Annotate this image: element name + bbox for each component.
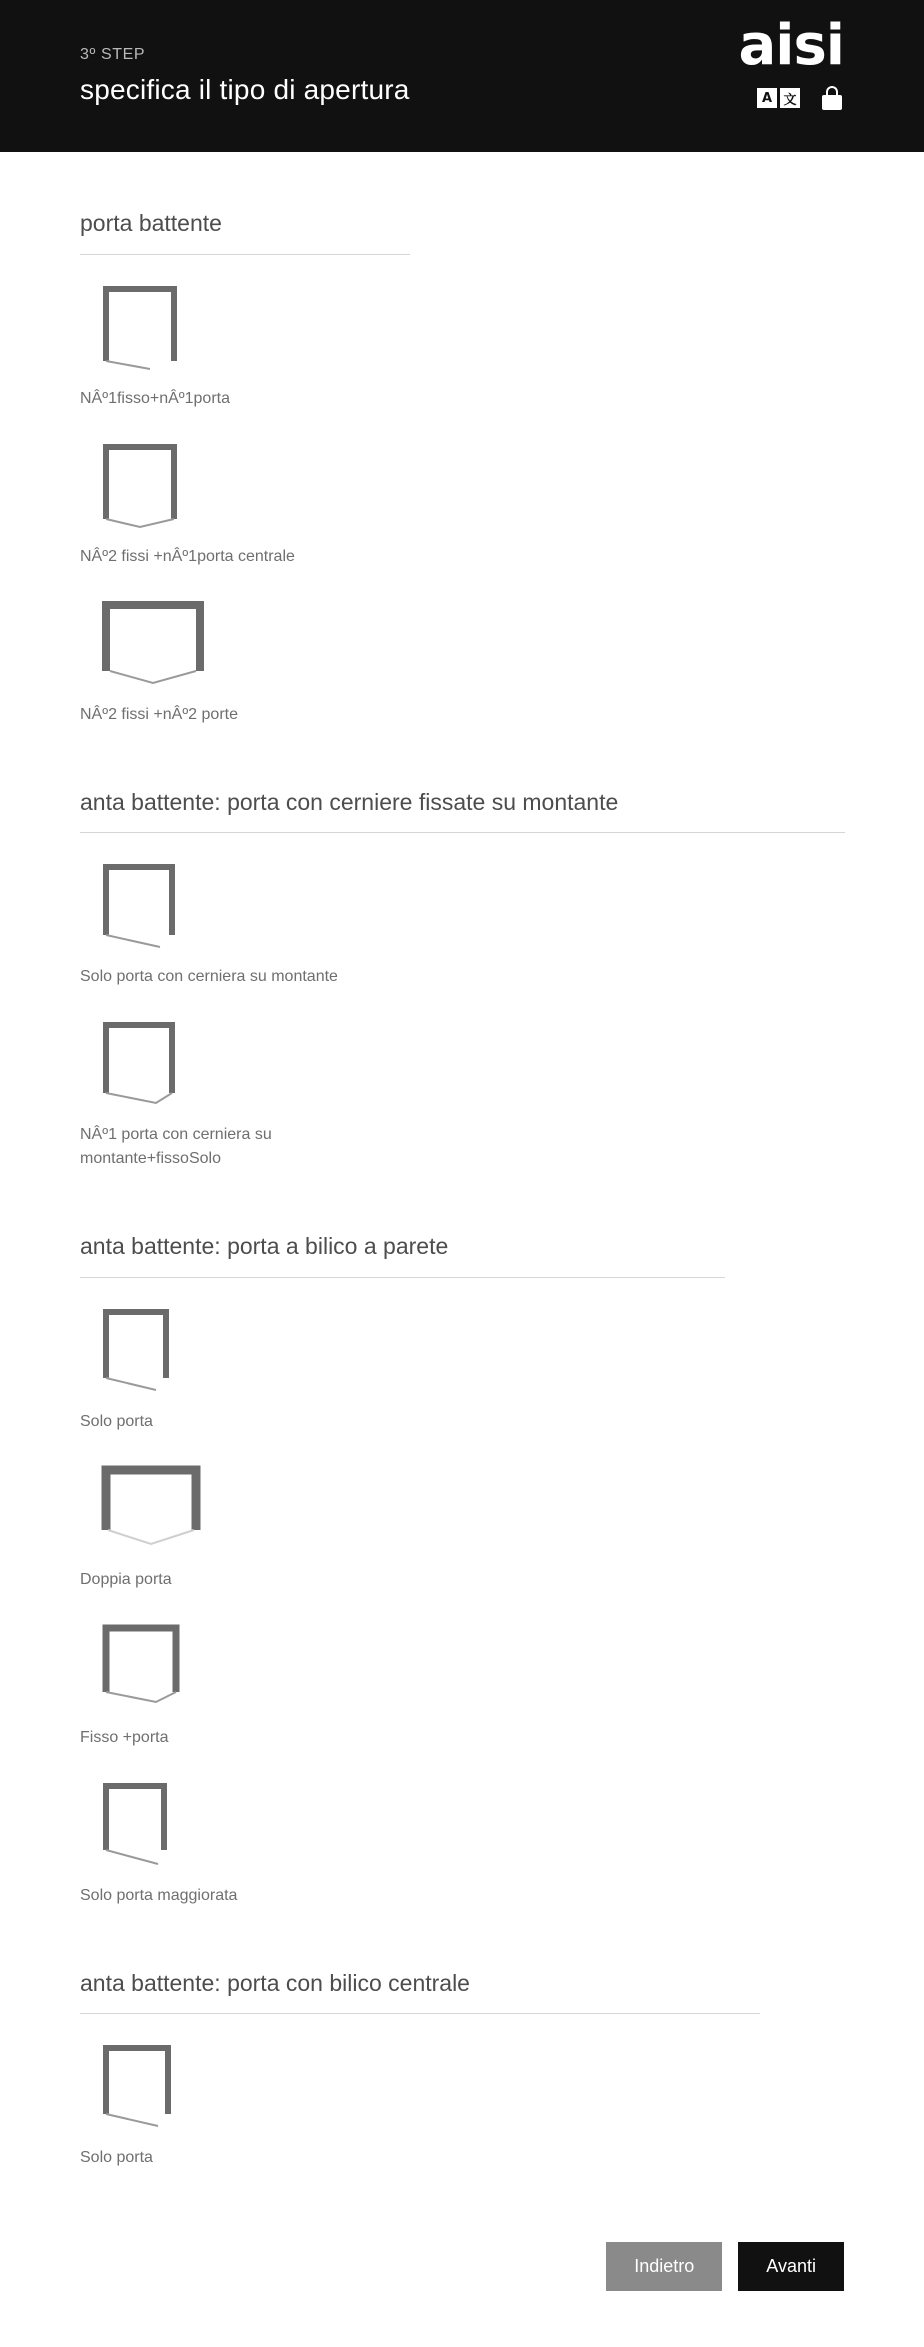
door-diagram-fisso-porta bbox=[80, 281, 480, 371]
option-label: Solo porta bbox=[80, 1412, 153, 1430]
door-diagram-solo-porta bbox=[80, 1304, 480, 1394]
page-title: specifica il tipo di apertura bbox=[80, 74, 410, 105]
language-icon-letter-a: A bbox=[757, 88, 777, 108]
option-label: Solo porta con cerniera su montante bbox=[80, 968, 338, 986]
option-card[interactable] bbox=[80, 1778, 480, 1908]
section-bilico-parete bbox=[80, 1233, 844, 1936]
option-card[interactable] bbox=[80, 597, 480, 727]
option-grid bbox=[80, 859, 844, 1199]
section-title: porta battente bbox=[80, 210, 410, 255]
door-diagram-due-fissi-due-porte bbox=[80, 597, 480, 687]
option-label: Doppia porta bbox=[80, 1570, 172, 1588]
section-title: anta battente: porta a bilico a parete bbox=[80, 1233, 725, 1278]
door-diagram-porta-cerniera-fisso bbox=[80, 1017, 480, 1107]
language-icon[interactable] bbox=[757, 88, 800, 108]
door-diagram-solo-porta-bilico bbox=[80, 2040, 480, 2130]
door-diagram-fisso-porta-2 bbox=[80, 1620, 480, 1710]
page-header bbox=[0, 0, 924, 152]
option-label: Solo porta bbox=[80, 2149, 153, 2167]
option-label: Fisso +porta bbox=[80, 1728, 169, 1746]
section-bilico-centrale bbox=[80, 1970, 844, 2199]
option-card[interactable] bbox=[80, 281, 480, 411]
option-card[interactable] bbox=[80, 859, 480, 989]
option-label: NÂº2 fissi +nÂº2 porte bbox=[80, 705, 238, 723]
brand-block bbox=[738, 13, 844, 110]
options-content bbox=[0, 152, 924, 2198]
section-title: anta battente: porta con bilico centrale bbox=[80, 1970, 760, 2015]
option-grid bbox=[80, 2040, 844, 2198]
section-porta-battente bbox=[80, 210, 844, 755]
option-card[interactable] bbox=[80, 1462, 480, 1592]
option-card[interactable] bbox=[80, 1620, 480, 1750]
lock-icon[interactable] bbox=[822, 86, 842, 110]
step-label: 3º STEP bbox=[80, 46, 146, 63]
option-card[interactable] bbox=[80, 439, 480, 569]
option-label: NÂº1 porta con cerniera su montante+fissoSolo bbox=[80, 1126, 272, 1168]
door-diagram-due-fissi-porta-centrale bbox=[80, 439, 480, 529]
wizard-footer bbox=[0, 2198, 924, 2347]
door-diagram-doppia-porta bbox=[80, 1462, 480, 1552]
door-diagram-solo-porta-cerniera bbox=[80, 859, 480, 949]
option-card[interactable] bbox=[80, 2040, 480, 2170]
option-card[interactable] bbox=[80, 1017, 480, 1171]
lock-body bbox=[822, 95, 842, 110]
option-grid bbox=[80, 1304, 844, 1936]
option-label: Solo porta maggiorata bbox=[80, 1886, 238, 1904]
door-diagram-solo-porta-maggiorata bbox=[80, 1778, 480, 1868]
section-cerniere-montante bbox=[80, 789, 844, 1200]
next-button[interactable]: Avanti bbox=[738, 2242, 844, 2291]
header-icons bbox=[757, 86, 842, 110]
option-card[interactable] bbox=[80, 1304, 480, 1434]
aisi-logo: aisi bbox=[738, 13, 844, 78]
back-button[interactable]: Indietro bbox=[606, 2242, 722, 2291]
option-grid bbox=[80, 281, 844, 755]
section-title: anta battente: porta con cerniere fissate su montante bbox=[80, 789, 845, 834]
option-label: NÂº1fisso+nÂº1porta bbox=[80, 389, 230, 407]
language-icon-letter-cjk: 文 bbox=[780, 88, 800, 108]
option-label: NÂº2 fissi +nÂº1porta centrale bbox=[80, 547, 295, 565]
